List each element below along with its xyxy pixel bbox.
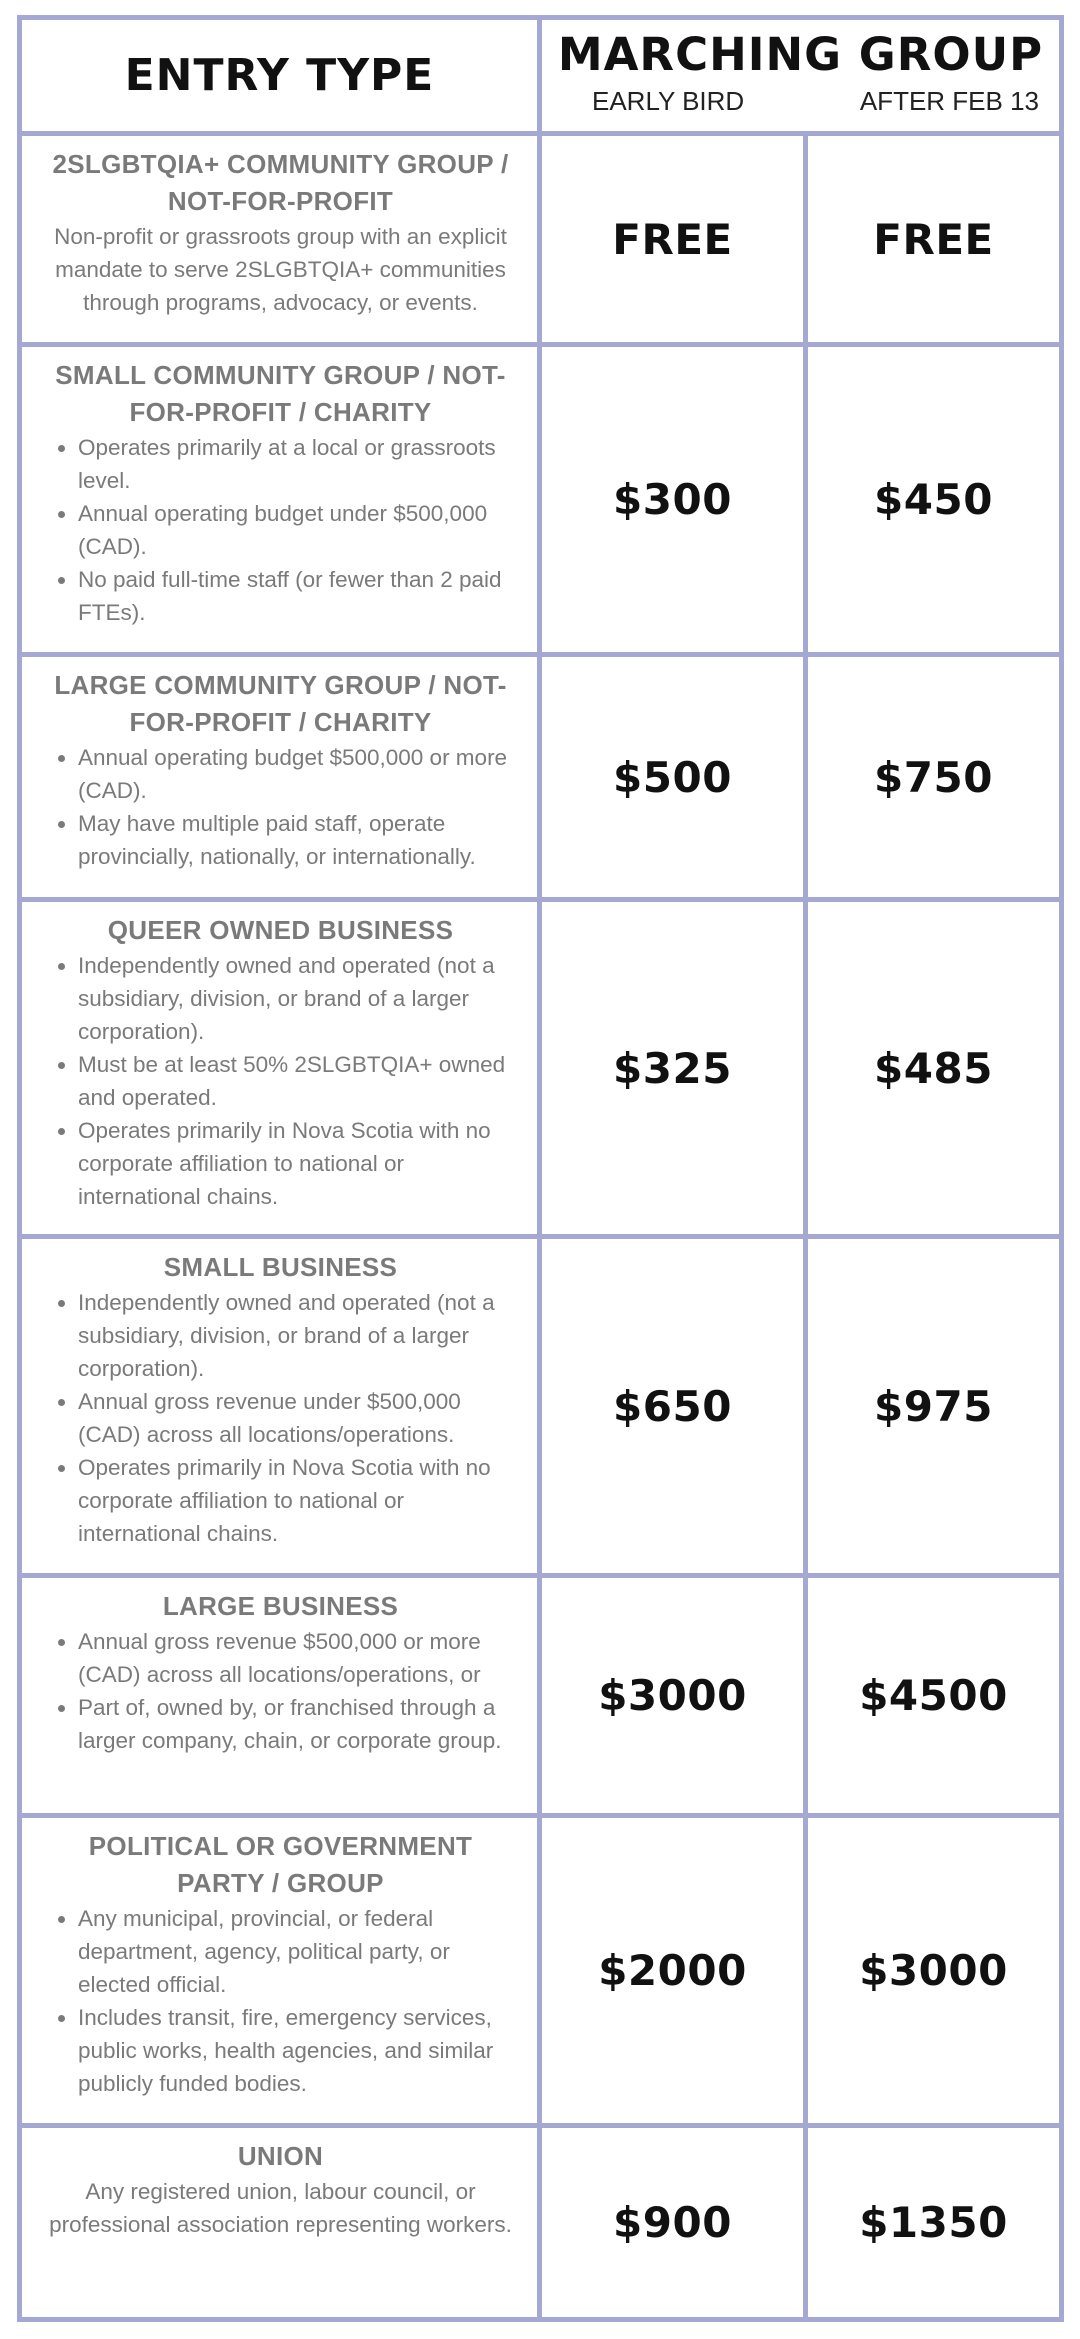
after-date-price: $1350 — [859, 2198, 1008, 2247]
early-bird-price-cell — [542, 902, 808, 1239]
entry-type-cell — [22, 136, 542, 347]
criteria-item: • Must be at least 50% 2SLGBTQIA+ owned and operated. — [78, 1048, 521, 1114]
early-bird-price-cell — [542, 1818, 808, 2128]
entry-type-description: Non-profit or grassroots group with an explicit mandate to serve 2SLGBTQIA+ communities through programs, advocacy, or events. — [54, 224, 507, 315]
after-date-price: $750 — [874, 752, 993, 802]
marching-group-heading: MARCHING GROUP — [557, 28, 1044, 81]
after-date-price: $485 — [874, 1043, 993, 1093]
criteria-item: • Operates primarily in Nova Scotia with no corporate affiliation to national or international chains. — [78, 1451, 521, 1550]
early-bird-price-cell — [542, 657, 808, 902]
early-bird-price-cell — [542, 136, 808, 347]
criteria-item: • Operates primarily in Nova Scotia with no corporate affiliation to national or international chains. — [78, 1114, 521, 1213]
after-date-price-cell — [808, 1818, 1059, 2128]
criteria-item: • Annual operating budget under $500,000 (CAD). — [78, 497, 521, 563]
criteria-item: • Independently owned and operated (not a subsidiary, division, or brand of a larger corporation). — [78, 949, 521, 1048]
after-date-price-cell — [808, 2128, 1059, 2317]
after-date-price: $450 — [874, 475, 993, 524]
early-bird-price: $3000 — [598, 1671, 747, 1720]
entry-type-cell — [22, 657, 542, 902]
early-bird-price: $300 — [613, 475, 732, 524]
early-bird-price: $500 — [613, 752, 732, 802]
entry-type-cell — [22, 1578, 542, 1818]
after-date-column-label: AFTER FEB 13 — [859, 86, 1039, 116]
criteria-item: • Annual operating budget $500,000 or more (CAD). — [78, 741, 521, 807]
criteria-item: • Includes transit, fire, emergency services, public works, health agencies, and similar publicly funded bodies. — [78, 2001, 521, 2100]
after-date-price: $3000 — [859, 1946, 1008, 1995]
marching-group-header — [542, 20, 1059, 136]
entry-type-title: SMALL COMMUNITY GROUP / NOT-FOR-PROFIT / CHARITY — [55, 360, 506, 427]
entry-type-header — [22, 20, 542, 136]
entry-type-title: POLITICAL OR GOVERNMENT PARTY / GROUP — [88, 1831, 473, 1898]
entry-type-cell — [22, 902, 542, 1239]
criteria-list — [40, 1625, 521, 1757]
criteria-item: • Operates primarily at a local or grassroots level. — [78, 431, 521, 497]
entry-type-title: UNION — [237, 2141, 324, 2171]
criteria-item: • Independently owned and operated (not a subsidiary, division, or brand of a larger corporation). — [78, 1286, 521, 1385]
entry-type-title: SMALL BUSINESS — [163, 1252, 398, 1282]
early-bird-price-cell — [542, 347, 808, 657]
criteria-list — [40, 949, 521, 1213]
criteria-list — [40, 1286, 521, 1550]
after-date-price-cell — [808, 657, 1059, 902]
after-date-price-cell — [808, 902, 1059, 1239]
after-date-price-cell — [808, 1578, 1059, 1818]
entry-type-title: LARGE BUSINESS — [162, 1591, 399, 1621]
after-date-price: $975 — [874, 1381, 993, 1431]
early-bird-price: $2000 — [598, 1946, 747, 1995]
entry-type-cell — [22, 2128, 542, 2317]
criteria-item: • Annual gross revenue under $500,000 (CAD) across all locations/operations. — [78, 1385, 521, 1451]
entry-type-title: QUEER OWNED BUSINESS — [107, 915, 454, 945]
criteria-list — [40, 741, 521, 873]
criteria-item: • Part of, owned by, or franchised through a larger company, chain, or corporate group. — [78, 1691, 521, 1757]
after-date-price-cell — [808, 136, 1059, 347]
criteria-item: • No paid full-time staff (or fewer than 2 paid FTEs). — [78, 563, 521, 629]
early-bird-column-label: EARLY BIRD — [592, 86, 745, 116]
criteria-list — [40, 431, 521, 629]
criteria-item: • Annual gross revenue $500,000 or more (CAD) across all locations/operations, or — [78, 1625, 521, 1691]
entry-type-cell — [22, 1239, 542, 1578]
after-date-price-cell — [808, 1239, 1059, 1578]
pricing-table — [17, 15, 1064, 2322]
entry-type-cell — [22, 1818, 542, 2128]
early-bird-price-cell — [542, 1578, 808, 1818]
after-date-price: FREE — [873, 214, 994, 264]
entry-type-title: 2SLGBTQIA+ COMMUNITY GROUP / NOT-FOR-PROFIT — [52, 149, 509, 216]
after-date-price-cell — [808, 347, 1059, 657]
early-bird-price: FREE — [612, 214, 733, 264]
criteria-list — [40, 1902, 521, 2100]
early-bird-price: $325 — [613, 1043, 732, 1093]
entry-type-description: Any registered union, labour council, or professional association representing workers. — [49, 2179, 512, 2237]
early-bird-price: $900 — [613, 2198, 732, 2247]
entry-type-title: LARGE COMMUNITY GROUP / NOT-FOR-PROFIT / CHARITY — [54, 670, 507, 737]
early-bird-price: $650 — [613, 1381, 732, 1431]
early-bird-price-cell — [542, 2128, 808, 2317]
criteria-item: • May have multiple paid staff, operate provincially, nationally, or internationally. — [78, 807, 521, 873]
entry-type-cell — [22, 347, 542, 657]
entry-type-heading: ENTRY TYPE — [124, 50, 435, 101]
criteria-item: • Any municipal, provincial, or federal department, agency, political party, or elected official. — [78, 1902, 521, 2001]
early-bird-price-cell — [542, 1239, 808, 1578]
after-date-price: $4500 — [859, 1671, 1008, 1720]
